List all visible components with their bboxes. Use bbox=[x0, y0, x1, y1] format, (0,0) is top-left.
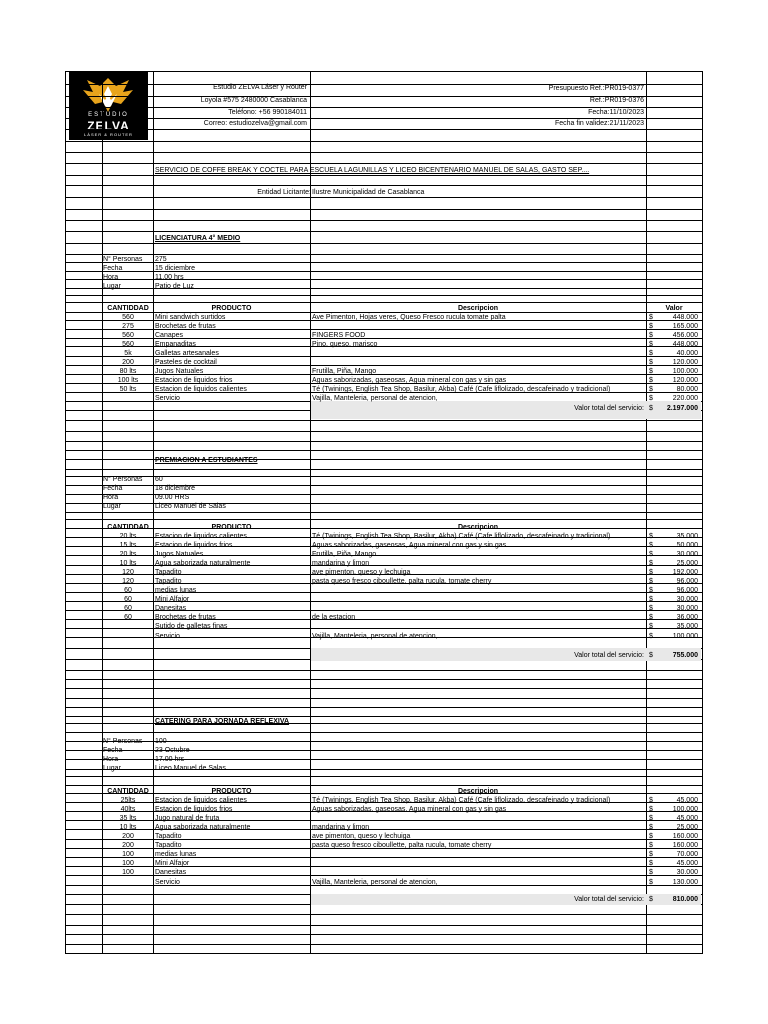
item-description: Pino, queso, marisco bbox=[312, 341, 378, 348]
item-currency: $ bbox=[649, 323, 653, 330]
company-email: Correo: estudiozelva@gmail.com bbox=[203, 120, 307, 127]
item-description: Té (Twinings, English Tea Shop, Basilur, Akba) Café (Cafe liflolizado, descafeinado y tradicional) bbox=[312, 797, 611, 804]
grid-row-line bbox=[65, 944, 703, 945]
item-product: Mini Alfajor bbox=[155, 860, 190, 867]
info-label-hora: Hora bbox=[103, 274, 119, 281]
grid-row-line bbox=[65, 295, 703, 296]
item-currency: $ bbox=[649, 332, 653, 339]
quote-ref: Presupuesto Ref.:PR019-0377 bbox=[548, 85, 644, 92]
item-currency: $ bbox=[649, 569, 653, 576]
item-currency: $ bbox=[649, 596, 653, 603]
item-product: Tapadito bbox=[155, 842, 182, 849]
item-currency: $ bbox=[649, 314, 653, 321]
item-description: pasta queso fresco ciboullette, palta rucula, tomate cherry bbox=[312, 842, 492, 849]
col-header-cantidad: CANTIDDAD bbox=[107, 788, 149, 795]
item-quantity: 40lts bbox=[120, 806, 136, 813]
item-quantity: 120 bbox=[122, 569, 134, 576]
col-header-producto: PRODUCTO bbox=[211, 305, 252, 312]
item-product: Canapes bbox=[155, 332, 184, 339]
item-currency: $ bbox=[649, 350, 653, 357]
grid-col-line bbox=[65, 71, 66, 953]
item-amount: 45.000 bbox=[676, 860, 698, 867]
grid-row-line bbox=[65, 152, 703, 153]
item-quantity: 20 lts bbox=[119, 533, 137, 540]
item-amount: 96.000 bbox=[676, 578, 698, 585]
col-header-valor: Valor bbox=[665, 305, 683, 312]
item-amount: 165.000 bbox=[672, 323, 698, 330]
company-address: Loyola #575 2480000 Casablanca bbox=[200, 97, 307, 104]
item-quantity: 15 lts bbox=[119, 542, 137, 549]
logo-top-text: ESTUDIO bbox=[88, 112, 129, 118]
col-header-producto: PRODUCTO bbox=[211, 788, 252, 795]
item-product: Estacion de liquidos frios bbox=[155, 542, 233, 549]
grid-row-line bbox=[65, 450, 703, 451]
item-currency: $ bbox=[649, 879, 653, 886]
item-product: Jugos Natuales bbox=[155, 551, 204, 558]
total-currency: $ bbox=[649, 652, 653, 659]
item-product: Galletas artesanales bbox=[155, 350, 219, 357]
item-product: Jugos Natuales bbox=[155, 368, 204, 375]
entity-value: Ilustre Municipalidad de Casablanca bbox=[312, 189, 425, 196]
grid-row-line bbox=[65, 420, 703, 421]
total-label: Valor total del servicio: bbox=[574, 896, 644, 903]
service-title: SERVICIO DE COFFE BREAK Y COCTEL PARA ESCUELA LAGUNILLAS Y LICEO BICENTENARIO MANUEL DE SALAS, GASTO SEP.... bbox=[155, 167, 590, 174]
item-description: de la estacion bbox=[312, 614, 356, 621]
item-quantity: 35 lts bbox=[119, 815, 137, 822]
info-value-fecha: 23 Octubre bbox=[155, 747, 190, 754]
item-quantity: 25lts bbox=[120, 797, 136, 804]
item-quantity: 120 bbox=[122, 578, 134, 585]
item-product: Estacion de liquidos calientes bbox=[155, 797, 247, 804]
item-quantity: 60 bbox=[124, 596, 132, 603]
item-currency: $ bbox=[649, 842, 653, 849]
item-amount: 35.000 bbox=[676, 533, 698, 540]
info-value-hora: 17.00 hrs bbox=[155, 756, 185, 763]
total-amount: 810.000 bbox=[672, 896, 698, 903]
item-description: Ave Pimenton, Hojas veres, Queso Fresco rucula tomate palta bbox=[312, 314, 506, 321]
grid-row-line bbox=[65, 519, 703, 520]
grid-row-line bbox=[65, 302, 703, 303]
item-amount: 456.000 bbox=[672, 332, 698, 339]
info-label-lugar: Lugar bbox=[103, 283, 121, 290]
item-amount: 100.000 bbox=[672, 633, 698, 640]
section-title: CATERING PARA JORNADA REFLEXIVA bbox=[155, 718, 290, 725]
item-amount: 192.000 bbox=[672, 569, 698, 576]
item-quantity: 80 lts bbox=[119, 368, 137, 375]
total-currency: $ bbox=[649, 896, 653, 903]
item-currency: $ bbox=[649, 587, 653, 594]
col-header-descripcion: Descripcion bbox=[457, 524, 499, 531]
item-amount: 96.000 bbox=[676, 587, 698, 594]
item-currency: $ bbox=[649, 605, 653, 612]
info-label-lugar: Lugar bbox=[103, 765, 121, 772]
item-currency: $ bbox=[649, 578, 653, 585]
section-title: LICENCIATURA 4° MEDIO bbox=[155, 235, 241, 242]
item-currency: $ bbox=[649, 377, 653, 384]
item-product: medias lunas bbox=[155, 587, 197, 594]
total-label: Valor total del servicio: bbox=[574, 405, 644, 412]
item-quantity: 560 bbox=[122, 314, 134, 321]
item-product: Brochetas de frutas bbox=[155, 323, 216, 330]
info-label-hora: Hora bbox=[103, 756, 119, 763]
item-currency: $ bbox=[649, 395, 653, 402]
grid-row-line bbox=[65, 670, 703, 671]
grid-row-line bbox=[65, 231, 703, 232]
item-product: Estacion de liquidos frios bbox=[155, 806, 233, 813]
item-amount: 30.000 bbox=[676, 869, 698, 876]
total-currency: $ bbox=[649, 405, 653, 412]
item-amount: 45.000 bbox=[676, 797, 698, 804]
item-currency: $ bbox=[649, 533, 653, 540]
item-description: Vajilla, Manteleria, personal de atencion, bbox=[312, 879, 438, 886]
item-product: Servicio bbox=[155, 395, 180, 402]
item-product: medias lunas bbox=[155, 851, 197, 858]
info-label-hora: Hora bbox=[103, 494, 119, 501]
info-label-personas: N° Personas bbox=[103, 738, 143, 745]
info-label-fecha: Fecha bbox=[103, 747, 123, 754]
item-product: Agua saborizada naturalmente bbox=[155, 560, 251, 567]
info-label-personas: N° Personas bbox=[103, 476, 143, 483]
item-amount: 45.000 bbox=[676, 815, 698, 822]
grid-row-line bbox=[65, 431, 703, 432]
grid-row-line bbox=[65, 141, 703, 142]
grid-row-line bbox=[65, 688, 703, 689]
grid-row-line bbox=[65, 175, 703, 176]
grid-row-line bbox=[65, 925, 703, 926]
item-amount: 120.000 bbox=[672, 377, 698, 384]
item-currency: $ bbox=[649, 542, 653, 549]
item-description: mandarina y limon bbox=[312, 560, 370, 567]
grid-row-line bbox=[65, 776, 703, 777]
grid-row-line bbox=[65, 220, 703, 221]
item-description: ave pimenton, queso y lechuiga bbox=[312, 569, 411, 576]
item-description: Té (Twinings, English Tea Shop, Basilur, Akba) Café (Cafe liflolizado, descafeinado y tradicional) bbox=[312, 533, 611, 540]
item-product: Sutido de galletas finas bbox=[155, 623, 228, 630]
item-quantity: 560 bbox=[122, 341, 134, 348]
item-product: Servicio bbox=[155, 633, 180, 640]
item-description: Frutilla, Piña, Mango bbox=[312, 551, 377, 558]
item-quantity: 60 bbox=[124, 605, 132, 612]
grid-row-line bbox=[65, 934, 703, 935]
item-product: Tapadito bbox=[155, 578, 182, 585]
info-value-personas: 60 bbox=[155, 476, 163, 483]
quote-valid-until: Fecha fin validez:21/11/2023 bbox=[555, 120, 644, 127]
item-amount: 30.000 bbox=[676, 596, 698, 603]
item-quantity: 5k bbox=[124, 350, 132, 357]
item-quantity: 50 lts bbox=[119, 386, 137, 393]
item-description: Aguas saborizadas, gaseosas, Agua mineral con gas y sin gas bbox=[312, 806, 507, 813]
company-phone: Teléfono: +56 990184011 bbox=[228, 109, 307, 116]
section-title: PREMIACION A ESTUDIANTES bbox=[155, 457, 258, 464]
item-product: Tapadito bbox=[155, 569, 182, 576]
company-name: Estudio ZELVA Láser y Router bbox=[213, 84, 307, 91]
item-product: Danesitas bbox=[155, 605, 187, 612]
item-description: mandarina y limon bbox=[312, 824, 370, 831]
item-currency: $ bbox=[649, 833, 653, 840]
info-value-lugar: Liceo Manuel de Salas bbox=[155, 765, 226, 772]
item-amount: 30.000 bbox=[676, 551, 698, 558]
grid-row-line bbox=[65, 129, 703, 130]
item-quantity: 60 bbox=[124, 614, 132, 621]
info-label-personas: N° Personas bbox=[103, 256, 143, 263]
item-currency: $ bbox=[649, 341, 653, 348]
info-label-fecha: Fecha bbox=[103, 265, 123, 272]
info-value-fecha: 18 diciembre bbox=[155, 485, 196, 492]
col-header-cantidad: CANTIDDAD bbox=[107, 305, 149, 312]
grid-row-line bbox=[65, 71, 703, 72]
item-quantity: 60 bbox=[124, 587, 132, 594]
item-amount: 100.000 bbox=[672, 806, 698, 813]
col-header-cantidad: CANTIDDAD bbox=[107, 524, 149, 531]
grid-row-line bbox=[65, 679, 703, 680]
quote-date: Fecha:11/10/2023 bbox=[588, 109, 644, 116]
info-value-fecha: 15 diciembre bbox=[155, 265, 196, 272]
grid-row-line bbox=[65, 441, 703, 442]
item-amount: 120.000 bbox=[672, 359, 698, 366]
item-currency: $ bbox=[649, 806, 653, 813]
item-description: Vajilla, Manteleria, personal de atencion, bbox=[312, 633, 438, 640]
item-amount: 30.000 bbox=[676, 605, 698, 612]
info-label-lugar: Lugar bbox=[103, 503, 121, 510]
item-description: Aguas saborizadas, gaseosas, Agua mineral con gas y sin gas bbox=[312, 542, 507, 549]
info-value-personas: 275 bbox=[155, 256, 167, 263]
item-amount: 35.000 bbox=[676, 623, 698, 630]
item-quantity: 100 bbox=[122, 851, 134, 858]
item-amount: 160.000 bbox=[672, 833, 698, 840]
item-quantity: 10 lts bbox=[119, 824, 137, 831]
item-currency: $ bbox=[649, 623, 653, 630]
total-amount: 2.197.000 bbox=[666, 405, 698, 412]
logo-name-text: ZELVA bbox=[87, 119, 130, 133]
grid-row-line bbox=[65, 243, 703, 244]
info-label-fecha: Fecha bbox=[103, 485, 123, 492]
item-quantity: 100 bbox=[122, 869, 134, 876]
info-value-lugar: Liceo Manuel de Salas bbox=[155, 503, 226, 510]
item-description: ave pimenton, queso y lechuiga bbox=[312, 833, 411, 840]
item-currency: $ bbox=[649, 614, 653, 621]
item-product: Empanaditas bbox=[155, 341, 196, 348]
grid-row-line bbox=[65, 698, 703, 699]
col-header-descripcion: Descripcion bbox=[457, 788, 499, 795]
item-amount: 80.000 bbox=[676, 386, 698, 393]
item-amount: 25.000 bbox=[676, 824, 698, 831]
grid-row-line bbox=[65, 185, 703, 186]
item-currency: $ bbox=[649, 815, 653, 822]
info-value-personas: 100 bbox=[155, 738, 167, 745]
item-product: Agua saborizada naturalmente bbox=[155, 824, 251, 831]
item-product: Danesitas bbox=[155, 869, 187, 876]
item-currency: $ bbox=[649, 633, 653, 640]
item-product: Brochetas de frutas bbox=[155, 614, 216, 621]
quote-ref-secondary: Ref.:PR019-0376 bbox=[589, 97, 644, 104]
item-product: Tapadito bbox=[155, 833, 182, 840]
item-description: Aguas saborizadas, gaseosas, Agua mineral con gas y sin gas bbox=[312, 377, 507, 384]
item-amount: 448.000 bbox=[672, 314, 698, 321]
item-currency: $ bbox=[649, 560, 653, 567]
item-description: FINGERS FOOD bbox=[312, 332, 366, 339]
item-product: Estacion de liquidos frios bbox=[155, 377, 233, 384]
item-currency: $ bbox=[649, 368, 653, 375]
grid-row-line bbox=[65, 209, 703, 210]
item-currency: $ bbox=[649, 386, 653, 393]
item-description: pasta queso fresco ciboullette, palta rucula, tomate cherry bbox=[312, 578, 492, 585]
grid-row-line bbox=[65, 197, 703, 198]
grid-row-line bbox=[65, 512, 703, 513]
item-quantity: 200 bbox=[122, 842, 134, 849]
item-product: Estacion de liquidos calientes bbox=[155, 386, 247, 393]
col-header-producto: PRODUCTO bbox=[211, 524, 252, 531]
info-value-hora: 11.00 hrs bbox=[155, 274, 184, 281]
item-amount: 70.000 bbox=[676, 851, 698, 858]
item-currency: $ bbox=[649, 551, 653, 558]
grid-col-line bbox=[310, 71, 311, 953]
grid-row-line bbox=[65, 785, 703, 786]
grid-row-line bbox=[65, 914, 703, 915]
grid-col-line bbox=[702, 71, 703, 953]
item-currency: $ bbox=[649, 824, 653, 831]
item-quantity: 200 bbox=[122, 833, 134, 840]
info-value-lugar: Patio de Luz bbox=[155, 283, 194, 290]
total-label: Valor total del servicio: bbox=[574, 652, 644, 659]
grid-row-line bbox=[65, 732, 703, 733]
item-description: Frutilla, Piña, Mango bbox=[312, 368, 377, 375]
info-value-hora: 09.00 HRS bbox=[155, 494, 190, 501]
item-product: Servicio bbox=[155, 879, 180, 886]
grid-row-line bbox=[65, 707, 703, 708]
total-amount: 755.000 bbox=[672, 652, 698, 659]
item-amount: 36.000 bbox=[676, 614, 698, 621]
item-quantity: 275 bbox=[122, 323, 134, 330]
item-amount: 25.000 bbox=[676, 560, 698, 567]
item-quantity: 560 bbox=[122, 332, 134, 339]
item-amount: 50.000 bbox=[676, 542, 698, 549]
item-amount: 130.000 bbox=[672, 879, 698, 886]
item-product: Estacion de liquidos calientes bbox=[155, 533, 247, 540]
item-currency: $ bbox=[649, 869, 653, 876]
item-description: Té (Twinings, English Tea Shop, Basilur, Akba) Café (Cafe liflolizado, descafeinado y tradicional) bbox=[312, 386, 611, 393]
item-quantity: 200 bbox=[122, 359, 134, 366]
logo-sub-text: LÁSER & ROUTER bbox=[84, 132, 133, 137]
entity-label: Entidad Licitante: bbox=[257, 189, 311, 196]
item-currency: $ bbox=[649, 851, 653, 858]
item-currency: $ bbox=[649, 797, 653, 804]
item-amount: 448.000 bbox=[672, 341, 698, 348]
item-description: Vajilla, Manteleria, personal de atencion, bbox=[312, 395, 438, 402]
item-quantity: 100 lts bbox=[117, 377, 139, 384]
item-quantity: 100 bbox=[122, 860, 134, 867]
item-currency: $ bbox=[649, 860, 653, 867]
grid-row-line bbox=[65, 953, 703, 954]
item-product: Jugo natural de fruta bbox=[155, 815, 220, 822]
item-quantity: 20 lts bbox=[119, 551, 137, 558]
grid-col-line bbox=[646, 71, 647, 953]
grid-row-line bbox=[65, 469, 703, 470]
item-amount: 40.000 bbox=[676, 350, 698, 357]
item-currency: $ bbox=[649, 359, 653, 366]
item-amount: 220.000 bbox=[672, 395, 698, 402]
col-header-descripcion: Descripcion bbox=[457, 305, 499, 312]
item-product: Mini sandwich surtidos bbox=[155, 314, 226, 321]
item-product: Pasteles de cocktail bbox=[155, 359, 217, 366]
item-quantity: 10 lts bbox=[119, 560, 137, 567]
item-amount: 160.000 bbox=[672, 842, 698, 849]
grid-row-line bbox=[65, 163, 703, 164]
item-amount: 100.000 bbox=[672, 368, 698, 375]
item-product: Mini Alfajor bbox=[155, 596, 190, 603]
